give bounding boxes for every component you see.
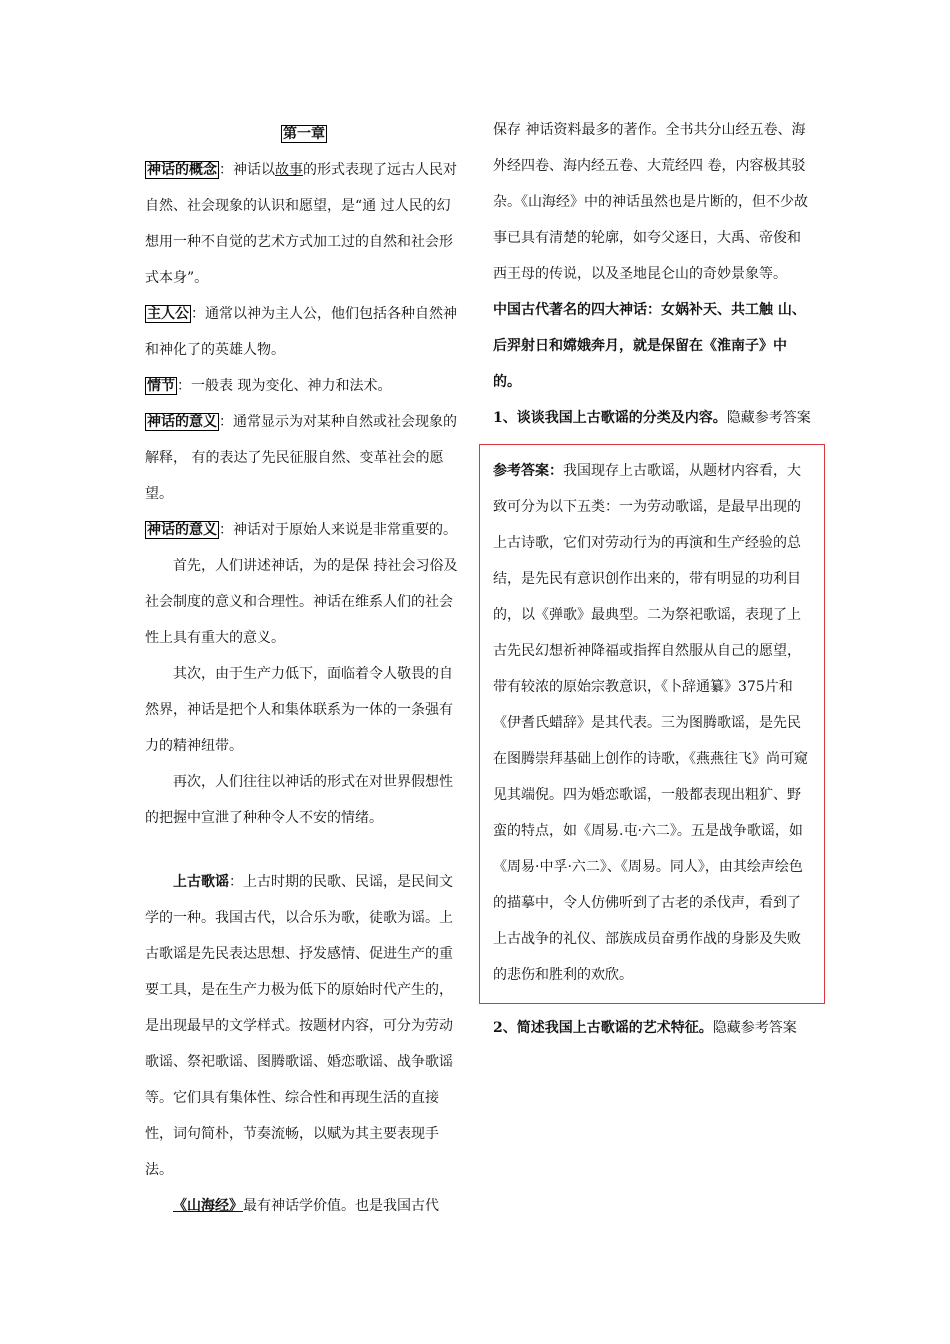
myth-meaning-paragraph-1: 神话的意义 ：通常显示为对某种自然或社会现象的解释， 有的表达了先民征服自然、变革社会的愿望。 (145, 414, 457, 502)
question-2 (493, 1010, 811, 1046)
protagonist-term: 主人公 (147, 306, 189, 322)
four-myths-paragraph: 中国古代著名的四大神话：女娲补天、共工触 山、后羿射日和嫦娥奔月，就是保留在《淮南子》中的。 (493, 302, 806, 390)
myth-meaning-term-1: 神话的意义 (147, 414, 217, 430)
myth-meaning-paragraph-2: 神话的意义 ：神话对于原始人来说是非常重要的。 (147, 522, 457, 538)
reference-answer-box (479, 444, 825, 1004)
shanhaijing-term: 《山海经》 (173, 1198, 243, 1214)
question-1-hide-answer-link[interactable]: 隐藏参考答案 (726, 410, 811, 426)
myth-meaning-term-2: 神话的意义 (147, 522, 217, 538)
question-2-hide-answer-link[interactable]: 隐藏参考答案 (712, 1020, 797, 1036)
shanhaijing-continued: 保存 神话资料最多的著作。全书共分山经五卷、海外经四卷、海内经五卷、大荒经四 卷，内容极其驳杂。《山海经》中的神话虽然也是片断的，但不少故事已具有清楚的轮廓，如夸父逐日，大禹、帝俊和西王母的传说，以及圣地昆仑山的奇妙景象等。 (493, 122, 808, 282)
myth-concept-term: 神话的概念 (147, 162, 217, 178)
paragraph-first: 首先，人们讲述神话，为的是保 持社会习俗及社会制度的意义和合理性。神话在维系人们的社会性上具有重大的意义。 (145, 558, 458, 646)
reference-answer: 参考答案：我国现存上古歌谣，从题材内容看，大致可分为以下五类：一为劳动歌谣，是最早出现的上古诗歌，它们对劳动行为的再演和生产经验的总结，是先民有意识创作出来的，带有明显的功利目的，以《弹歌》最典型。二为祭祀歌谣，表现了上古先民幻想祈神降福或指挥自然服从自己的愿望，带有较浓的原始宗教意识，《卜辞通纂》375片和《伊耆氏蜡辞》是其代表。三为图腾歌谣，是先民在图腾崇拜基础上创作的诗歌，《燕燕往飞》尚可窥见其端倪。四为婚恋歌谣，一般都表现出粗犷、野蛮的特点，如《周易.屯·六二》。五是战争歌谣，如《周易·中孚·六二》、《周易。同人》，由其绘声绘色的描摹中，令人仿佛听到了古老的杀伐声，看到了上古战争的礼仪、部族成员奋勇作战的身影及失败的悲伤和胜利的欢欣。 (493, 463, 808, 983)
myth-concept-paragraph: 神话的概念 ：神话以故事的形式表现了远古人民对自然、社会现象的认识和愿望，是“通 过人民的幻想用一种不自觉的艺术方式加工过的自然和社会形式本身”。 (145, 162, 457, 286)
question-1-title: 1、谈谈我国上古歌谣的分类及内容。 (493, 410, 727, 426)
paragraph-second: 其次，由于生产力低下，面临着令人敬畏的自然界，神话是把个人和集体联系为一体的一条强有力的精神纽带。 (145, 666, 453, 754)
plot-term: 情节 (147, 378, 175, 394)
plot-paragraph: 情节 ：一般表 现为变化、神力和法术。 (147, 378, 392, 394)
question-1 (493, 400, 811, 436)
ancient-ballad-term: 上古歌谣 (173, 874, 229, 890)
shanhaijing-paragraph: 《山海经》最有神话学价值。也是我国古代 (173, 1198, 439, 1214)
chapter-heading: 第一章 (283, 126, 325, 142)
paragraph-third: 再次，人们往往以神话的形式在对世界假想性的把握中宣泄了种种令人不安的情绪。 (145, 774, 453, 826)
right-column (493, 112, 811, 1046)
spacer (145, 836, 463, 864)
left-column (145, 116, 463, 1224)
ancient-ballad-paragraph: 上古歌谣：上古时期的民歌、民谣，是民间文学的一种。我国古代，以合乐为歌，徒歌为谣。上古歌谣是先民表达思想、抒发感情、促进生产的重要工具，是在生产力极为低下的原始时代产生的，是出现最早的文学样式。按题材内容，可分为劳动歌谣、祭祀歌谣、图腾歌谣、婚恋歌谣、战争歌谣等。它们具有集体性、综合性和再现生活的直接性，词句简朴，节奏流畅，以赋为其主要表现手法。 (145, 874, 453, 1178)
question-2-title: 2、简述我国上古歌谣的艺术特征。 (493, 1020, 713, 1036)
reference-answer-label: 参考答案： (493, 463, 563, 479)
protagonist-paragraph: 主人公 ：通常以神为主人公，他们包括各种自然神和神化了的英雄人物。 (145, 306, 457, 358)
